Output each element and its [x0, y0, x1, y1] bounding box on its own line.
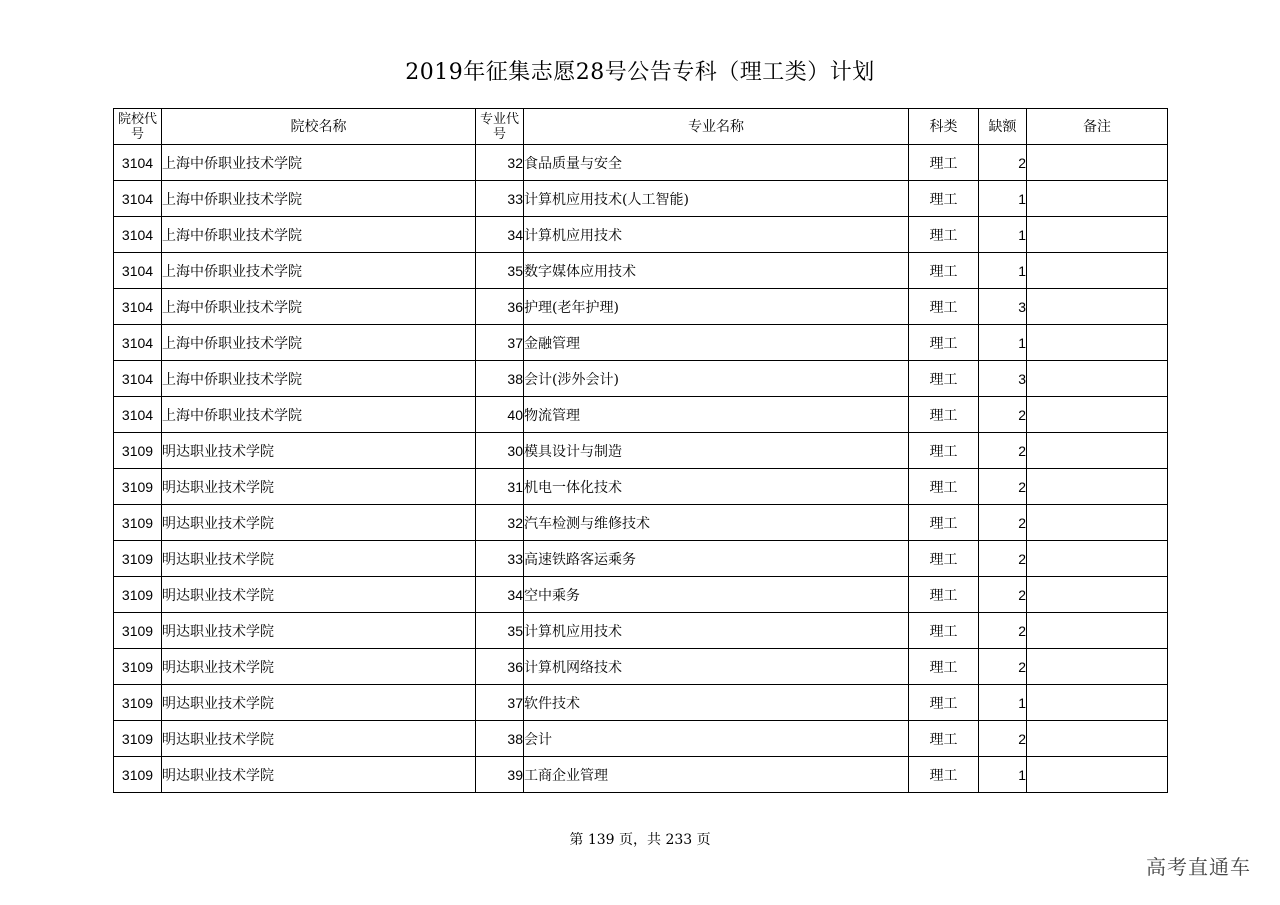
cell-school-code: 3104 [114, 325, 162, 361]
cell-school-code: 3104 [114, 361, 162, 397]
cell-major-name: 金融管理 [524, 325, 909, 361]
cell-major-name: 高速铁路客运乘务 [524, 541, 909, 577]
cell-major-code: 35 [476, 613, 524, 649]
header-note: 备注 [1027, 109, 1168, 145]
cell-quota: 2 [979, 721, 1027, 757]
cell-note [1027, 613, 1168, 649]
table-header-row [114, 109, 1168, 145]
cell-school-code: 3104 [114, 217, 162, 253]
cell-school-code: 3109 [114, 505, 162, 541]
cell-major-name: 物流管理 [524, 397, 909, 433]
cell-school-code: 3109 [114, 685, 162, 721]
table-row [114, 325, 1168, 361]
table-row [114, 469, 1168, 505]
cell-quota: 1 [979, 325, 1027, 361]
cell-major-name: 护理(老年护理) [524, 289, 909, 325]
cell-note [1027, 685, 1168, 721]
cell-note [1027, 433, 1168, 469]
cell-category: 理工 [909, 577, 979, 613]
cell-note [1027, 649, 1168, 685]
cell-major-code: 35 [476, 253, 524, 289]
table-row [114, 721, 1168, 757]
cell-note [1027, 397, 1168, 433]
cell-school-code: 3109 [114, 649, 162, 685]
cell-note [1027, 577, 1168, 613]
cell-school-name: 明达职业技术学院 [162, 721, 476, 757]
cell-school-code: 3109 [114, 721, 162, 757]
cell-major-code: 37 [476, 685, 524, 721]
table-row [114, 577, 1168, 613]
header-major-name: 专业名称 [524, 109, 909, 145]
header-school-name: 院校名称 [162, 109, 476, 145]
header-major-code: 专业代号 [476, 109, 524, 145]
cell-major-name: 计算机应用技术(人工智能) [524, 181, 909, 217]
cell-major-name: 会计(涉外会计) [524, 361, 909, 397]
cell-quota: 2 [979, 505, 1027, 541]
cell-quota: 2 [979, 397, 1027, 433]
cell-quota: 2 [979, 433, 1027, 469]
cell-quota: 2 [979, 613, 1027, 649]
cell-school-name: 明达职业技术学院 [162, 757, 476, 793]
cell-quota: 2 [979, 649, 1027, 685]
header-school-code: 院校代号 [114, 109, 162, 145]
cell-major-name: 计算机应用技术 [524, 613, 909, 649]
page-title: 2019年征集志愿28号公告专科（理工类）计划 [405, 60, 875, 85]
cell-quota: 1 [979, 181, 1027, 217]
cell-note [1027, 721, 1168, 757]
cell-school-code: 3104 [114, 145, 162, 181]
cell-school-code: 3104 [114, 181, 162, 217]
header-category: 科类 [909, 109, 979, 145]
cell-major-code: 38 [476, 361, 524, 397]
cell-category: 理工 [909, 469, 979, 505]
cell-school-name: 明达职业技术学院 [162, 469, 476, 505]
cell-major-code: 36 [476, 649, 524, 685]
cell-category: 理工 [909, 505, 979, 541]
cell-school-name: 明达职业技术学院 [162, 541, 476, 577]
cell-major-code: 33 [476, 181, 524, 217]
cell-note [1027, 469, 1168, 505]
cell-major-name: 计算机应用技术 [524, 217, 909, 253]
cell-major-name: 机电一体化技术 [524, 469, 909, 505]
watermark: 高考直通车 [1146, 855, 1251, 879]
cell-major-code: 30 [476, 433, 524, 469]
cell-major-code: 31 [476, 469, 524, 505]
cell-major-code: 36 [476, 289, 524, 325]
cell-quota: 3 [979, 289, 1027, 325]
cell-major-code: 32 [476, 145, 524, 181]
table-row [114, 613, 1168, 649]
cell-quota: 1 [979, 685, 1027, 721]
cell-major-name: 空中乘务 [524, 577, 909, 613]
cell-major-code: 33 [476, 541, 524, 577]
table-row [114, 361, 1168, 397]
cell-major-code: 34 [476, 577, 524, 613]
table-row [114, 685, 1168, 721]
cell-school-code: 3109 [114, 613, 162, 649]
cell-school-code: 3104 [114, 397, 162, 433]
cell-category: 理工 [909, 325, 979, 361]
cell-major-code: 34 [476, 217, 524, 253]
cell-quota: 2 [979, 145, 1027, 181]
table-row [114, 145, 1168, 181]
cell-major-name: 食品质量与安全 [524, 145, 909, 181]
cell-category: 理工 [909, 721, 979, 757]
cell-note [1027, 145, 1168, 181]
cell-major-name: 数字媒体应用技术 [524, 253, 909, 289]
table-body [114, 145, 1168, 793]
cell-major-code: 38 [476, 721, 524, 757]
cell-category: 理工 [909, 397, 979, 433]
cell-school-code: 3104 [114, 253, 162, 289]
table-row [114, 505, 1168, 541]
cell-category: 理工 [909, 217, 979, 253]
cell-note [1027, 253, 1168, 289]
cell-note [1027, 289, 1168, 325]
cell-quota: 1 [979, 217, 1027, 253]
cell-school-name: 上海中侨职业技术学院 [162, 325, 476, 361]
cell-quota: 2 [979, 577, 1027, 613]
table-row [114, 757, 1168, 793]
cell-note [1027, 505, 1168, 541]
plan-table [113, 108, 1168, 793]
cell-school-name: 明达职业技术学院 [162, 613, 476, 649]
cell-school-name: 上海中侨职业技术学院 [162, 217, 476, 253]
cell-note [1027, 217, 1168, 253]
cell-note [1027, 757, 1168, 793]
page-footer: 第 139 页，共 233 页 [569, 832, 711, 848]
cell-school-name: 上海中侨职业技术学院 [162, 361, 476, 397]
cell-quota: 1 [979, 253, 1027, 289]
cell-school-code: 3109 [114, 433, 162, 469]
cell-note [1027, 361, 1168, 397]
table-row [114, 253, 1168, 289]
cell-school-name: 明达职业技术学院 [162, 505, 476, 541]
table-row [114, 217, 1168, 253]
cell-school-code: 3109 [114, 577, 162, 613]
cell-school-name: 上海中侨职业技术学院 [162, 289, 476, 325]
cell-quota: 1 [979, 757, 1027, 793]
cell-quota: 2 [979, 541, 1027, 577]
cell-school-name: 上海中侨职业技术学院 [162, 145, 476, 181]
cell-category: 理工 [909, 541, 979, 577]
cell-major-code: 37 [476, 325, 524, 361]
cell-school-code: 3109 [114, 541, 162, 577]
cell-category: 理工 [909, 361, 979, 397]
cell-category: 理工 [909, 289, 979, 325]
cell-school-code: 3109 [114, 757, 162, 793]
cell-school-name: 明达职业技术学院 [162, 685, 476, 721]
cell-school-code: 3104 [114, 289, 162, 325]
cell-school-name: 上海中侨职业技术学院 [162, 397, 476, 433]
cell-major-name: 计算机网络技术 [524, 649, 909, 685]
cell-category: 理工 [909, 145, 979, 181]
cell-school-name: 明达职业技术学院 [162, 577, 476, 613]
cell-category: 理工 [909, 613, 979, 649]
cell-note [1027, 541, 1168, 577]
cell-school-code: 3109 [114, 469, 162, 505]
cell-category: 理工 [909, 757, 979, 793]
cell-category: 理工 [909, 685, 979, 721]
cell-quota: 3 [979, 361, 1027, 397]
cell-major-name: 模具设计与制造 [524, 433, 909, 469]
cell-school-name: 明达职业技术学院 [162, 433, 476, 469]
cell-school-name: 上海中侨职业技术学院 [162, 181, 476, 217]
cell-major-name: 汽车检测与维修技术 [524, 505, 909, 541]
table-row [114, 289, 1168, 325]
cell-note [1027, 181, 1168, 217]
cell-category: 理工 [909, 253, 979, 289]
cell-school-name: 上海中侨职业技术学院 [162, 253, 476, 289]
cell-major-code: 40 [476, 397, 524, 433]
cell-school-name: 明达职业技术学院 [162, 649, 476, 685]
cell-major-code: 39 [476, 757, 524, 793]
cell-major-code: 32 [476, 505, 524, 541]
table-row [114, 433, 1168, 469]
table-row [114, 541, 1168, 577]
cell-major-name: 软件技术 [524, 685, 909, 721]
cell-major-name: 工商企业管理 [524, 757, 909, 793]
cell-category: 理工 [909, 433, 979, 469]
table-row [114, 649, 1168, 685]
table-row [114, 397, 1168, 433]
cell-quota: 2 [979, 469, 1027, 505]
header-quota: 缺额 [979, 109, 1027, 145]
table-row [114, 181, 1168, 217]
cell-major-name: 会计 [524, 721, 909, 757]
cell-category: 理工 [909, 181, 979, 217]
cell-note [1027, 325, 1168, 361]
cell-category: 理工 [909, 649, 979, 685]
